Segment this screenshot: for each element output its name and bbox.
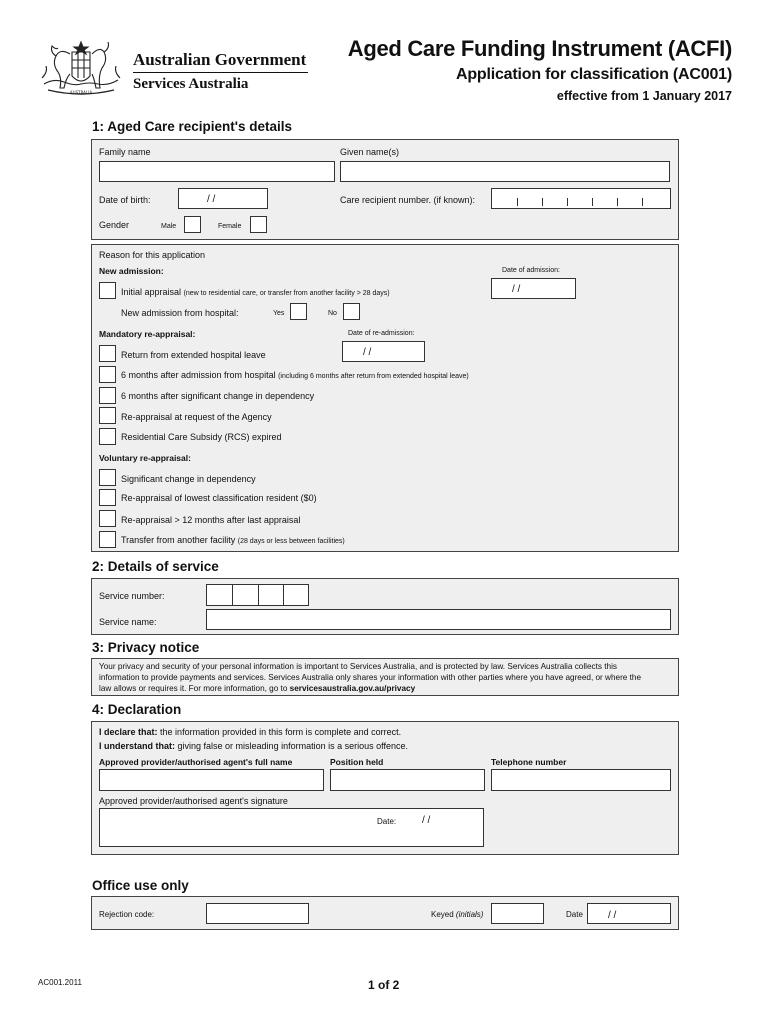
given-names-label: Given name(s) — [340, 147, 400, 157]
significant-change-checkbox[interactable] — [99, 469, 116, 486]
mandatory-heading: Mandatory re-appraisal: — [99, 329, 196, 339]
agency-request-checkbox[interactable] — [99, 407, 116, 424]
care-recipient-number-input[interactable] — [491, 188, 671, 209]
government-name: Australian Government — [133, 50, 307, 69]
yes-label: Yes — [273, 310, 285, 317]
full-name-label: Approved provider/authorised agent's full name — [99, 757, 293, 767]
service-name-input[interactable] — [206, 609, 671, 630]
signature-label: Approved provider/authorised agent's signature — [99, 796, 288, 806]
section-3-heading: 3: Privacy notice — [92, 640, 200, 655]
recipient-details-panel — [91, 139, 679, 240]
no-label: No — [328, 310, 337, 317]
service-name-label: Service name: — [99, 617, 157, 627]
hospital-yes-checkbox[interactable] — [290, 303, 307, 320]
reason-panel — [91, 244, 679, 552]
service-details-panel — [91, 578, 679, 635]
mandatory-item: Return from extended hospital leave — [121, 350, 266, 360]
voluntary-item: Significant change in dependency — [121, 474, 256, 484]
male-label: Male — [161, 223, 177, 230]
mandatory-item: Residential Care Subsidy (RCS) expired — [121, 432, 282, 442]
transfer-note: (28 days or less between facilities) — [237, 538, 345, 545]
effective-date: effective from 1 January 2017 — [556, 89, 732, 103]
rejection-code-input[interactable] — [206, 903, 309, 924]
position-input[interactable] — [330, 769, 485, 791]
signature-field[interactable] — [99, 808, 484, 847]
section-2-heading: 2: Details of service — [92, 559, 219, 574]
voluntary-item: Transfer from another facility (28 days or less between facilities) — [121, 535, 345, 545]
dob-slashes: / / — [207, 194, 216, 205]
svg-text:AUSTRALIA: AUSTRALIA — [69, 90, 93, 95]
twelve-months-checkbox[interactable] — [99, 510, 116, 527]
privacy-panel — [91, 658, 679, 696]
divider — [133, 72, 308, 73]
privacy-line: Your privacy and security of your personal information is important to Services Australia, and is protected by law. Services Australia collects this — [99, 662, 618, 671]
hospital-no-checkbox[interactable] — [343, 303, 360, 320]
date-of-admission-label: Date of admission: — [502, 267, 560, 274]
date-of-admission-input[interactable] — [491, 278, 576, 299]
coat-of-arms-logo — [34, 38, 128, 100]
rejection-code-label: Rejection code: — [99, 910, 155, 919]
office-use-heading: Office use only — [92, 878, 189, 893]
date-of-readmission-input[interactable] — [342, 341, 425, 362]
female-checkbox[interactable] — [250, 216, 267, 233]
six-months-note: (including 6 months after return from extended hospital leave) — [278, 373, 469, 380]
office-date-label: Date — [566, 910, 583, 919]
new-admission-heading: New admission: — [99, 266, 164, 276]
privacy-link[interactable]: servicesaustralia.gov.au/privacy — [289, 684, 416, 693]
telephone-label: Telephone number — [491, 757, 567, 767]
keyed-label: Keyed (initials) — [431, 910, 484, 919]
initial-appraisal-checkbox[interactable] — [99, 282, 116, 299]
mandatory-item: 6 months after admission from hospital (including 6 months after return from extended hospital leave) — [121, 370, 469, 380]
return-hospital-leave-checkbox[interactable] — [99, 345, 116, 362]
agency-name: Services Australia — [133, 76, 249, 92]
section-4-heading: 4: Declaration — [92, 702, 182, 717]
given-names-input[interactable] — [340, 161, 670, 182]
office-date-input[interactable] — [587, 903, 671, 924]
family-name-input[interactable] — [99, 161, 335, 182]
gender-label: Gender — [99, 220, 130, 230]
dob-label: Date of birth: — [99, 195, 151, 205]
form-title: Aged Care Funding Instrument (ACFI) — [347, 36, 732, 61]
initial-appraisal-label: Initial appraisal (new to residential care, or transfer from another facility > 28 days) — [121, 287, 390, 297]
form-code: AC001.2011 — [38, 978, 82, 987]
declaration-panel — [91, 721, 679, 855]
privacy-line: law allows or requires it. For more information, go to servicesaustralia.gov.au/privacy — [99, 684, 416, 693]
initial-appraisal-note: (new to residential care, or transfer from another facility > 28 days) — [183, 290, 390, 297]
female-label: Female — [218, 223, 242, 230]
dob-input[interactable] — [178, 188, 268, 209]
admission-date-slashes: / / — [512, 284, 521, 295]
date-of-readmission-label: Date of re-admission: — [348, 330, 415, 337]
section-1-heading: 1: Aged Care recipient's details — [92, 119, 293, 134]
form-subtitle: Application for classification (AC001) — [455, 66, 732, 83]
page-number: 1 of 2 — [368, 978, 400, 992]
office-use-panel — [91, 896, 679, 930]
date-label: Date: — [377, 817, 397, 826]
six-months-hospital-checkbox[interactable] — [99, 366, 116, 383]
reason-label: Reason for this application — [99, 250, 206, 260]
mandatory-item: 6 months after significant change in dependency — [121, 391, 315, 401]
transfer-facility-checkbox[interactable] — [99, 531, 116, 548]
position-label: Position held — [330, 757, 384, 767]
full-name-input[interactable] — [99, 769, 324, 791]
lowest-classification-checkbox[interactable] — [99, 489, 116, 506]
readmission-date-slashes: / / — [363, 347, 372, 358]
rcs-expired-checkbox[interactable] — [99, 428, 116, 445]
understand-line: I understand that: giving false or misleading information is a serious offence. — [99, 741, 408, 751]
signature-date-slashes: / / — [422, 815, 431, 826]
voluntary-heading: Voluntary re-appraisal: — [99, 453, 191, 463]
service-number-label: Service number: — [99, 591, 165, 601]
office-date-slashes: / / — [608, 910, 617, 921]
male-checkbox[interactable] — [184, 216, 201, 233]
family-name-label: Family name — [99, 147, 151, 157]
mandatory-item: Re-appraisal at request of the Agency — [121, 412, 272, 422]
voluntary-item: Re-appraisal > 12 months after last appraisal — [121, 515, 301, 525]
privacy-line: information to provide payments and services. Services Australia only shares your information with other parties where you have agreed, or where the — [99, 673, 642, 682]
declare-line: I declare that: the information provided in this form is complete and correct. — [99, 727, 402, 737]
new-from-hospital-label: New admission from hospital: — [121, 308, 239, 318]
care-recipient-number-label: Care recipient number. (if known): — [340, 195, 476, 205]
six-months-change-checkbox[interactable] — [99, 387, 116, 404]
service-number-input[interactable] — [206, 584, 309, 606]
keyed-initials-input[interactable] — [491, 903, 544, 924]
voluntary-item: Re-appraisal of lowest classification resident ($0) — [121, 493, 317, 503]
telephone-input[interactable] — [491, 769, 671, 791]
